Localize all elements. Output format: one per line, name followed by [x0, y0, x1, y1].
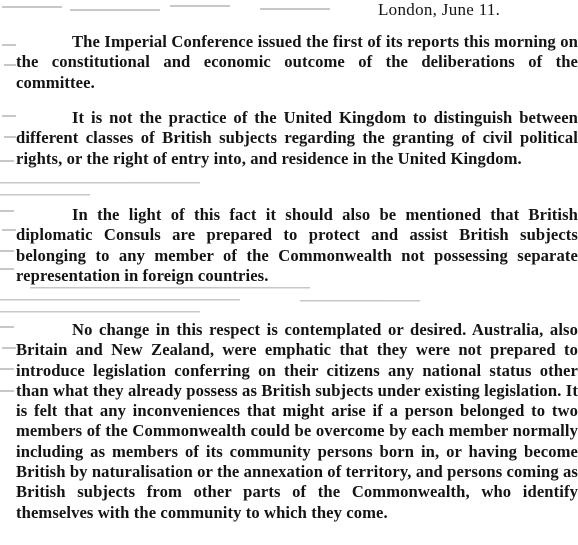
paragraph-4	[16, 320, 578, 523]
dateline: London, June 11.	[378, 0, 501, 19]
paragraph-4-text: No change in this respect is contemplated or desired. Australia, also Britain and New Zealand, were emphatic that they were not prepared to introduce legislation conferring on their citizens any national status other than what they already possess as British subjects under existing legislation. It is felt that any inconveniences that might arise if a person belonged to two members of the Commonwealth could be overcome by each member normally including as members of its community persons born in, or having become British by naturalisation or the annexation of territory, and persons coming as British subjects from other parts of the Commonwealth, who identify themselves with the community to which they come.	[16, 320, 578, 522]
paragraph-3	[16, 205, 578, 286]
paragraph-3-text: In the light of this fact it should also be mentioned that British diplomatic Consuls are prepared to protect and assist British subjects belonging to any member of the Commonwealth not possessing separate representation in foreign countries.	[16, 205, 578, 285]
paragraph-2	[16, 108, 578, 169]
paragraph-1	[16, 32, 578, 93]
paragraph-2-text: It is not the practice of the United Kingdom to distinguish between different classes of British subjects regarding the granting of civil political rights, or the right of entry into, and residence in the United Kingdom.	[16, 108, 578, 168]
paragraph-1-text: The Imperial Conference issued the first of its reports this morning on the constitutional and economic outcome of the deliberations of the committee.	[16, 32, 578, 92]
